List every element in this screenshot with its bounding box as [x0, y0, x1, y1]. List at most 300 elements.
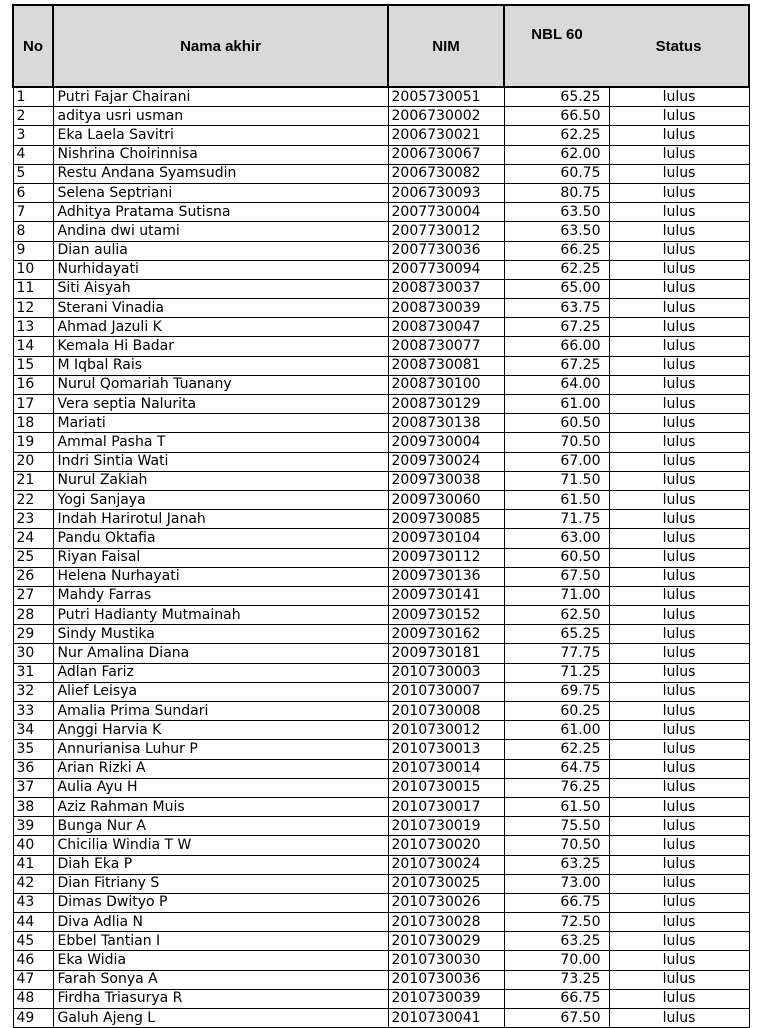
row-number: 9 — [13, 241, 53, 260]
status-text: lulus — [609, 548, 749, 567]
status-text: lulus — [609, 510, 749, 529]
student-nim: 2010730007 — [388, 682, 504, 701]
status-text: lulus — [609, 759, 749, 778]
student-name: Restu Andana Syamsudin — [53, 164, 388, 183]
row-number: 24 — [13, 529, 53, 548]
status-text: lulus — [609, 625, 749, 644]
student-nim: 2009730038 — [388, 471, 504, 490]
row-number: 4 — [13, 145, 53, 164]
nbl-score: 70.00 — [504, 951, 609, 970]
student-name: aditya usri usman — [53, 107, 388, 126]
nbl-score: 66.75 — [504, 893, 609, 912]
nbl-score: 75.50 — [504, 817, 609, 836]
table-row — [13, 951, 749, 970]
row-number: 7 — [13, 203, 53, 222]
table-row — [13, 548, 749, 567]
nbl-score: 70.50 — [504, 836, 609, 855]
student-nim: 2009730181 — [388, 644, 504, 663]
table-row — [13, 510, 749, 529]
student-nim: 2008730100 — [388, 375, 504, 394]
student-nim: 2009730152 — [388, 606, 504, 625]
row-number: 5 — [13, 164, 53, 183]
nbl-score: 63.00 — [504, 529, 609, 548]
nbl-score: 71.00 — [504, 586, 609, 605]
student-nim: 2007730036 — [388, 241, 504, 260]
nbl-score: 67.50 — [504, 1009, 609, 1028]
table-row — [13, 932, 749, 951]
student-name: Aziz Rahman Muis — [53, 797, 388, 816]
nbl-score: 66.75 — [504, 989, 609, 1008]
row-number: 36 — [13, 759, 53, 778]
table-row — [13, 241, 749, 260]
header-no: No — [13, 5, 53, 87]
nbl-score: 71.75 — [504, 510, 609, 529]
nbl-score: 64.75 — [504, 759, 609, 778]
student-nim: 2010730012 — [388, 721, 504, 740]
status-text: lulus — [609, 337, 749, 356]
row-number: 29 — [13, 625, 53, 644]
row-number: 31 — [13, 663, 53, 682]
row-number: 45 — [13, 932, 53, 951]
nbl-score: 63.75 — [504, 299, 609, 318]
status-text: lulus — [609, 893, 749, 912]
student-name: Andina dwi utami — [53, 222, 388, 241]
table-row — [13, 1009, 749, 1028]
student-nim: 2010730024 — [388, 855, 504, 874]
row-number: 42 — [13, 874, 53, 893]
table-row — [13, 625, 749, 644]
status-text: lulus — [609, 260, 749, 279]
table-row — [13, 490, 749, 509]
row-number: 14 — [13, 337, 53, 356]
nbl-score: 63.50 — [504, 222, 609, 241]
nbl-score: 61.00 — [504, 721, 609, 740]
student-name: Indri Sintia Wati — [53, 452, 388, 471]
row-number: 27 — [13, 586, 53, 605]
row-number: 47 — [13, 970, 53, 989]
table-row — [13, 452, 749, 471]
nbl-score: 80.75 — [504, 183, 609, 202]
student-name: Vera septia Nalurita — [53, 395, 388, 414]
status-text: lulus — [609, 490, 749, 509]
status-text: lulus — [609, 989, 749, 1008]
row-number: 1 — [13, 87, 53, 107]
student-name: Pandu Oktafia — [53, 529, 388, 548]
student-name: Arian Rizki A — [53, 759, 388, 778]
table-row — [13, 337, 749, 356]
table-row — [13, 586, 749, 605]
student-name: Yogi Sanjaya — [53, 490, 388, 509]
table-row — [13, 797, 749, 816]
student-name: M Iqbal Rais — [53, 356, 388, 375]
student-nim: 2007730004 — [388, 203, 504, 222]
student-name: Putri Hadianty Mutmainah — [53, 606, 388, 625]
status-text: lulus — [609, 586, 749, 605]
table-row — [13, 279, 749, 298]
row-number: 3 — [13, 126, 53, 145]
status-text: lulus — [609, 855, 749, 874]
nbl-score: 76.25 — [504, 778, 609, 797]
nbl-score: 66.25 — [504, 241, 609, 260]
status-text: lulus — [609, 164, 749, 183]
status-text: lulus — [609, 203, 749, 222]
student-name: Sindy Mustika — [53, 625, 388, 644]
table-row — [13, 874, 749, 893]
nbl-score: 65.25 — [504, 87, 609, 107]
table-row — [13, 87, 749, 107]
table-row — [13, 740, 749, 759]
student-nim: 2007730094 — [388, 260, 504, 279]
student-nim: 2008730037 — [388, 279, 504, 298]
table-row — [13, 817, 749, 836]
table-row — [13, 567, 749, 586]
row-number: 12 — [13, 299, 53, 318]
student-name: Galuh Ajeng L — [53, 1009, 388, 1028]
nbl-score: 61.50 — [504, 490, 609, 509]
row-number: 15 — [13, 356, 53, 375]
student-name: Nishrina Choirinnisa — [53, 145, 388, 164]
table-row — [13, 721, 749, 740]
nbl-score: 61.00 — [504, 395, 609, 414]
nbl-score: 60.50 — [504, 414, 609, 433]
row-number: 30 — [13, 644, 53, 663]
row-number: 16 — [13, 375, 53, 394]
status-text: lulus — [609, 951, 749, 970]
student-name: Farah Sonya A — [53, 970, 388, 989]
table-row — [13, 913, 749, 932]
student-nim: 2006730067 — [388, 145, 504, 164]
nbl-score: 65.25 — [504, 625, 609, 644]
table-row — [13, 183, 749, 202]
student-name: Sterani Vinadia — [53, 299, 388, 318]
student-name: Mariati — [53, 414, 388, 433]
table-row — [13, 759, 749, 778]
status-text: lulus — [609, 222, 749, 241]
row-number: 10 — [13, 260, 53, 279]
status-text: lulus — [609, 299, 749, 318]
student-nim: 2010730039 — [388, 989, 504, 1008]
nbl-score: 62.50 — [504, 606, 609, 625]
row-number: 2 — [13, 107, 53, 126]
row-number: 48 — [13, 989, 53, 1008]
nbl-score: 67.50 — [504, 567, 609, 586]
table-row — [13, 529, 749, 548]
table-row — [13, 663, 749, 682]
status-text: lulus — [609, 721, 749, 740]
table-row — [13, 414, 749, 433]
student-nim: 2009730136 — [388, 567, 504, 586]
header-nbl: NBL 60 — [504, 5, 609, 87]
student-nim: 2008730129 — [388, 395, 504, 414]
table-body — [13, 87, 749, 1028]
status-text: lulus — [609, 874, 749, 893]
table-row — [13, 299, 749, 318]
student-nim: 2008730047 — [388, 318, 504, 337]
student-name: Diah Eka P — [53, 855, 388, 874]
status-text: lulus — [609, 932, 749, 951]
row-number: 6 — [13, 183, 53, 202]
nbl-score: 67.25 — [504, 318, 609, 337]
student-nim: 2010730036 — [388, 970, 504, 989]
student-nim: 2010730017 — [388, 797, 504, 816]
table-row — [13, 702, 749, 721]
table-row — [13, 855, 749, 874]
nbl-score: 63.50 — [504, 203, 609, 222]
student-nim: 2009730085 — [388, 510, 504, 529]
nbl-score: 62.25 — [504, 260, 609, 279]
status-text: lulus — [609, 241, 749, 260]
status-text: lulus — [609, 145, 749, 164]
row-number: 25 — [13, 548, 53, 567]
table-row — [13, 126, 749, 145]
row-number: 40 — [13, 836, 53, 855]
student-name: Dimas Dwityo P — [53, 893, 388, 912]
row-number: 41 — [13, 855, 53, 874]
nbl-score: 64.00 — [504, 375, 609, 394]
student-name: Riyan Faisal — [53, 548, 388, 567]
graduation-table — [12, 4, 750, 1028]
nbl-score: 69.75 — [504, 682, 609, 701]
student-nim: 2008730039 — [388, 299, 504, 318]
student-nim: 2010730014 — [388, 759, 504, 778]
student-name: Nurul Qomariah Tuanany — [53, 375, 388, 394]
student-name: Eka Widia — [53, 951, 388, 970]
nbl-score: 67.00 — [504, 452, 609, 471]
status-text: lulus — [609, 663, 749, 682]
status-text: lulus — [609, 913, 749, 932]
student-name: Annurianisa Luhur P — [53, 740, 388, 759]
status-text: lulus — [609, 356, 749, 375]
row-number: 13 — [13, 318, 53, 337]
student-nim: 2008730077 — [388, 337, 504, 356]
row-number: 33 — [13, 702, 53, 721]
table-row — [13, 778, 749, 797]
student-name: Diva Adlia N — [53, 913, 388, 932]
table-row — [13, 893, 749, 912]
student-name: Putri Fajar Chairani — [53, 87, 388, 107]
student-nim: 2008730138 — [388, 414, 504, 433]
status-text: lulus — [609, 375, 749, 394]
student-nim: 2006730082 — [388, 164, 504, 183]
table-row — [13, 203, 749, 222]
row-number: 37 — [13, 778, 53, 797]
table-row — [13, 644, 749, 663]
row-number: 21 — [13, 471, 53, 490]
student-name: Dian Fitriany S — [53, 874, 388, 893]
status-text: lulus — [609, 107, 749, 126]
table-row — [13, 356, 749, 375]
student-nim: 2010730008 — [388, 702, 504, 721]
student-nim: 2009730060 — [388, 490, 504, 509]
row-number: 32 — [13, 682, 53, 701]
student-name: Indah Harirotul Janah — [53, 510, 388, 529]
student-name: Dian aulia — [53, 241, 388, 260]
table-row — [13, 989, 749, 1008]
nbl-score: 72.50 — [504, 913, 609, 932]
student-name: Adlan Fariz — [53, 663, 388, 682]
nbl-score: 65.00 — [504, 279, 609, 298]
status-text: lulus — [609, 817, 749, 836]
student-nim: 2010730028 — [388, 913, 504, 932]
row-number: 49 — [13, 1009, 53, 1028]
nbl-score: 60.75 — [504, 164, 609, 183]
student-name: Kemala Hi Badar — [53, 337, 388, 356]
student-nim: 2006730002 — [388, 107, 504, 126]
row-number: 11 — [13, 279, 53, 298]
row-number: 26 — [13, 567, 53, 586]
student-name: Ebbel Tantian I — [53, 932, 388, 951]
student-nim: 2009730162 — [388, 625, 504, 644]
row-number: 23 — [13, 510, 53, 529]
nbl-score: 77.75 — [504, 644, 609, 663]
nbl-score: 73.25 — [504, 970, 609, 989]
student-name: Chicilia Windia T W — [53, 836, 388, 855]
status-text: lulus — [609, 126, 749, 145]
table-row — [13, 260, 749, 279]
student-nim: 2010730026 — [388, 893, 504, 912]
student-nim: 2010730003 — [388, 663, 504, 682]
student-name: Anggi Harvia K — [53, 721, 388, 740]
row-number: 22 — [13, 490, 53, 509]
student-nim: 2009730141 — [388, 586, 504, 605]
status-text: lulus — [609, 1009, 749, 1028]
row-number: 38 — [13, 797, 53, 816]
nbl-score: 73.00 — [504, 874, 609, 893]
student-nim: 2010730015 — [388, 778, 504, 797]
student-name: Amalia Prima Sundari — [53, 702, 388, 721]
table-row — [13, 318, 749, 337]
row-number: 39 — [13, 817, 53, 836]
nbl-score: 66.50 — [504, 107, 609, 126]
status-text: lulus — [609, 567, 749, 586]
row-number: 20 — [13, 452, 53, 471]
header-nim: NIM — [388, 5, 504, 87]
student-nim: 2010730041 — [388, 1009, 504, 1028]
student-name: Eka Laela Savitri — [53, 126, 388, 145]
student-name: Bunga Nur A — [53, 817, 388, 836]
row-number: 43 — [13, 893, 53, 912]
row-number: 44 — [13, 913, 53, 932]
status-text: lulus — [609, 778, 749, 797]
row-number: 17 — [13, 395, 53, 414]
student-name: Firdha Triasurya R — [53, 989, 388, 1008]
nbl-score: 70.50 — [504, 433, 609, 452]
nbl-score: 66.00 — [504, 337, 609, 356]
student-nim: 2010730029 — [388, 932, 504, 951]
status-text: lulus — [609, 529, 749, 548]
status-text: lulus — [609, 644, 749, 663]
student-nim: 2010730019 — [388, 817, 504, 836]
student-nim: 2006730093 — [388, 183, 504, 202]
student-nim: 2009730004 — [388, 433, 504, 452]
student-nim: 2008730081 — [388, 356, 504, 375]
student-name: Ammal Pasha T — [53, 433, 388, 452]
student-nim: 2010730030 — [388, 951, 504, 970]
status-text: lulus — [609, 797, 749, 816]
status-text: lulus — [609, 836, 749, 855]
table-row — [13, 836, 749, 855]
student-name: Siti Aisyah — [53, 279, 388, 298]
student-name: Nur Amalina Diana — [53, 644, 388, 663]
student-name: Selena Septriani — [53, 183, 388, 202]
nbl-score: 71.50 — [504, 471, 609, 490]
student-nim: 2010730025 — [388, 874, 504, 893]
table-row — [13, 471, 749, 490]
row-number: 18 — [13, 414, 53, 433]
status-text: lulus — [609, 433, 749, 452]
student-name: Ahmad Jazuli K — [53, 318, 388, 337]
student-nim: 2010730020 — [388, 836, 504, 855]
nbl-score: 71.25 — [504, 663, 609, 682]
nbl-score: 61.50 — [504, 797, 609, 816]
student-nim: 2007730012 — [388, 222, 504, 241]
student-name: Alief Leisya — [53, 682, 388, 701]
table-row — [13, 107, 749, 126]
table-row — [13, 164, 749, 183]
student-nim: 2010730013 — [388, 740, 504, 759]
student-nim: 2005730051 — [388, 87, 504, 107]
student-name: Aulia Ayu H — [53, 778, 388, 797]
status-text: lulus — [609, 471, 749, 490]
table-row — [13, 682, 749, 701]
row-number: 8 — [13, 222, 53, 241]
header-row — [13, 5, 749, 87]
table-row — [13, 222, 749, 241]
status-text: lulus — [609, 452, 749, 471]
student-name: Nurul Zakiah — [53, 471, 388, 490]
table-row — [13, 375, 749, 394]
status-text: lulus — [609, 682, 749, 701]
nbl-score: 62.25 — [504, 126, 609, 145]
row-number: 46 — [13, 951, 53, 970]
status-text: lulus — [609, 87, 749, 107]
student-nim: 2009730024 — [388, 452, 504, 471]
status-text: lulus — [609, 395, 749, 414]
student-nim: 2009730112 — [388, 548, 504, 567]
student-name: Nurhidayati — [53, 260, 388, 279]
row-number: 34 — [13, 721, 53, 740]
row-number: 19 — [13, 433, 53, 452]
student-name: Helena Nurhayati — [53, 567, 388, 586]
table-row — [13, 395, 749, 414]
table-row — [13, 145, 749, 164]
student-nim: 2006730021 — [388, 126, 504, 145]
status-text: lulus — [609, 414, 749, 433]
status-text: lulus — [609, 702, 749, 721]
table-row — [13, 433, 749, 452]
nbl-score: 62.00 — [504, 145, 609, 164]
status-text: lulus — [609, 606, 749, 625]
row-number: 35 — [13, 740, 53, 759]
nbl-score: 67.25 — [504, 356, 609, 375]
header-name: Nama akhir — [53, 5, 388, 87]
nbl-score: 63.25 — [504, 855, 609, 874]
student-name: Mahdy Farras — [53, 586, 388, 605]
nbl-score: 60.25 — [504, 702, 609, 721]
status-text: lulus — [609, 740, 749, 759]
nbl-score: 62.25 — [504, 740, 609, 759]
row-number: 28 — [13, 606, 53, 625]
status-text: lulus — [609, 279, 749, 298]
student-name: Adhitya Pratama Sutisna — [53, 203, 388, 222]
status-text: lulus — [609, 183, 749, 202]
nbl-score: 63.25 — [504, 932, 609, 951]
status-text: lulus — [609, 318, 749, 337]
student-nim: 2009730104 — [388, 529, 504, 548]
table-row — [13, 970, 749, 989]
header-status: Status — [609, 5, 749, 87]
status-text: lulus — [609, 970, 749, 989]
